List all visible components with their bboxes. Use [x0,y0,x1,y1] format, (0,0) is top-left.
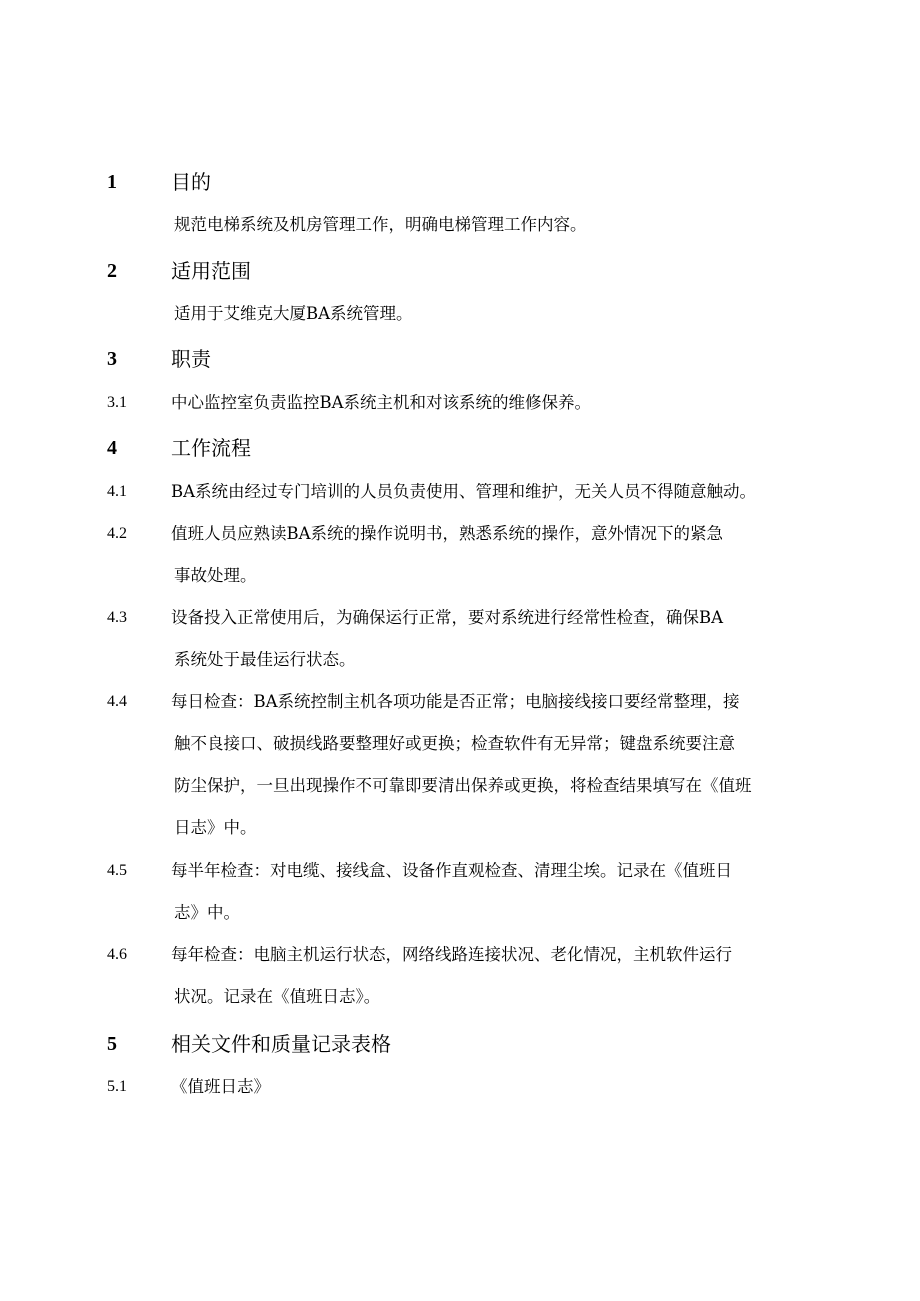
section-title: 工作流程 [171,436,251,460]
clause-line: 日志》中。 [174,818,257,837]
clause-line: BA系统由经过专门培训的人员负责使用、管理和维护，无关人员不得随意触动。 [171,482,757,501]
section-title: 目的 [171,170,211,194]
clause-number: 4.6 [107,946,127,963]
clause-line: 系统处于最佳运行状态。 [174,650,356,669]
clause-line: 值班人员应熟读BA系统的操作说明书，熟悉系统的操作，意外情况下的紧急 [171,524,724,543]
clause-number: 4.1 [107,483,127,500]
clause-line: 志》中。 [174,903,240,922]
section-title: 适用范围 [171,259,251,283]
clause-line: 每半年检查：对电缆、接线盒、设备作直观检查、清理尘埃。记录在《值班日 [171,861,732,880]
section-number: 1 [107,171,117,193]
clause-line: 每日检查：BA系统控制主机各项功能是否正常；电脑接线接口要经常整理，接 [171,692,740,711]
section-number: 2 [107,260,117,282]
clause-number: 4.2 [107,525,127,542]
section-1-text: 规范电梯系统及机房管理工作，明确电梯管理工作内容。 [174,215,587,234]
clause-number: 5.1 [107,1078,127,1095]
clause-number: 4.3 [107,609,127,626]
clause-line: 设备投入正常使用后，为确保运行正常，要对系统进行经常性检查，确保BA [171,608,724,627]
clause-number: 3.1 [107,394,127,411]
clause-line: 事故处理。 [174,566,257,585]
section-2-text: 适用于艾维克大厦BA系统管理。 [174,304,413,323]
clause-line: 状况。记录在《值班日志》。 [174,987,381,1006]
section-number: 4 [107,437,117,459]
section-number: 3 [107,348,117,370]
clause-number: 4.4 [107,693,127,710]
clause-number: 4.5 [107,862,127,879]
clause-line: 中心监控室负责监控BA系统主机和对该系统的维修保养。 [171,393,592,412]
clause-line: 防尘保护，一旦出现操作不可靠即要清出保养或更换，将检查结果填写在《值班 [174,776,752,795]
clause-line: 《值班日志》 [171,1077,270,1096]
clause-line: 每年检查：电脑主机运行状态，网络线路连接状况、老化情况，主机软件运行 [171,945,732,964]
section-title: 职责 [171,347,211,371]
clause-line: 触不良接口、破损线路要整理好或更换；检查软件有无异常；键盘系统要注意 [174,734,735,753]
section-title: 相关文件和质量记录表格 [171,1032,391,1056]
section-number: 5 [107,1033,117,1055]
